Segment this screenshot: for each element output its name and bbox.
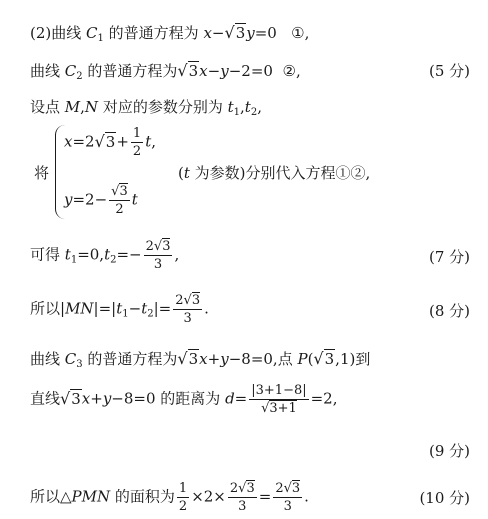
text: ,: [151, 132, 157, 151]
text: ,: [304, 24, 310, 42]
var-t: t: [131, 190, 138, 209]
subscript: 1: [233, 107, 240, 118]
subscript: 3: [76, 359, 83, 370]
text: −2=0: [228, 62, 273, 80]
sqrt: √3: [313, 349, 335, 368]
text: 所以△: [30, 487, 72, 506]
var-y: y: [102, 389, 112, 408]
text: 直线: [30, 389, 61, 408]
sqrt: √3: [94, 131, 116, 151]
var-mn: MN: [65, 299, 94, 318]
fraction: $\frac{√3}{2}$: [111, 184, 128, 217]
equation-tag: ①: [291, 24, 305, 42]
subscript: 2: [76, 71, 83, 82]
var-t: t: [183, 164, 190, 182]
var-t: t: [227, 98, 234, 116]
subscript: 1: [70, 254, 78, 266]
text: +: [90, 389, 103, 408]
var-x: x: [81, 389, 91, 408]
text: ,: [295, 62, 301, 80]
text: 的普通方程为: [82, 350, 178, 368]
equation-tag: ②: [282, 62, 296, 80]
fraction: $\frac{|3+1-8|}{√3+1}$: [251, 383, 307, 416]
text: .: [304, 487, 309, 506]
points-8: (8 分): [428, 302, 470, 320]
text: 可得: [30, 245, 65, 264]
subscript: 1: [122, 308, 129, 320]
fraction: $\frac{2√3}{3}$: [275, 481, 301, 514]
line-area: [30, 480, 470, 515]
fraction: $\frac{2√3}{3}$: [145, 239, 171, 272]
system-row-1: [64, 125, 470, 160]
text: =0,: [77, 245, 105, 264]
text: =−: [116, 245, 142, 264]
system-row-2: [64, 183, 470, 218]
text: 的普通方程为: [103, 24, 204, 42]
var-x: x: [199, 350, 208, 368]
line-t-values: [30, 238, 470, 273]
param-note: [178, 162, 470, 183]
text: 曲线: [30, 350, 65, 368]
points-7: (7 分): [428, 248, 470, 266]
var-x: x: [199, 62, 208, 80]
sqrt: √3: [177, 349, 199, 368]
line-mn-length: [30, 292, 470, 327]
text: =0: [254, 24, 277, 42]
var-p: P: [297, 350, 308, 368]
text: 为参数)分别代入方程①②,: [189, 164, 371, 182]
text: 所以|: [30, 299, 66, 318]
label-jiang: 将: [34, 164, 50, 182]
text: ,: [174, 245, 180, 264]
var-t: t: [141, 299, 148, 318]
text: (2)曲线: [30, 24, 87, 42]
var-x: x: [64, 132, 73, 151]
var-n: N: [84, 98, 99, 116]
var-t: t: [244, 98, 251, 116]
text: ,: [240, 98, 245, 116]
text: +: [116, 132, 129, 151]
fraction: $\frac{1}{2}$: [178, 481, 188, 514]
subscript: 2: [110, 254, 117, 266]
fraction: $\frac{1}{2}$: [132, 126, 142, 159]
text: 曲线: [30, 62, 65, 80]
line-params: [30, 96, 470, 118]
text: =: [258, 487, 272, 506]
sqrt: √3: [60, 388, 81, 408]
text: =2−: [72, 190, 108, 209]
fraction: $\frac{2√3}{3}$: [229, 481, 255, 514]
text: ,: [80, 98, 85, 116]
text: =2: [72, 132, 95, 151]
text: 对应的参数分别为: [98, 98, 228, 116]
subscript: 2: [147, 308, 154, 320]
points-10: (10 分): [419, 489, 470, 507]
text: =: [234, 389, 248, 408]
text: |=|: [93, 299, 117, 318]
text: −8=0 的距离为: [111, 389, 226, 408]
var-x: x: [203, 24, 212, 42]
text: |=: [153, 299, 172, 318]
text: .: [204, 299, 209, 318]
var-c: C: [64, 350, 77, 368]
points-5: (5 分): [428, 62, 470, 80]
points-9: (9 分): [428, 442, 470, 460]
var-d: d: [225, 389, 235, 408]
line-curve-c3: [30, 348, 470, 370]
sqrt: √3: [224, 23, 246, 42]
subscript: 1: [97, 33, 104, 44]
var-m: M: [64, 98, 81, 116]
line-distance: [30, 382, 470, 417]
var-y: y: [64, 190, 73, 209]
text: 的面积为: [110, 487, 175, 506]
text: 设点: [30, 98, 65, 116]
var-y: y: [220, 62, 229, 80]
text: +: [207, 350, 221, 368]
var-y: y: [220, 350, 229, 368]
text: (: [307, 350, 314, 368]
text: ,1)到: [335, 350, 371, 368]
sqrt: √3: [177, 61, 199, 80]
var-t: t: [64, 245, 71, 264]
text: ,: [257, 98, 262, 116]
var-t: t: [104, 245, 111, 264]
var-y: y: [246, 24, 255, 42]
var-c: C: [86, 24, 98, 42]
text: −8=0,点: [228, 350, 298, 368]
text: −: [207, 62, 221, 80]
text: =2,: [310, 389, 338, 408]
text: 的普通方程为: [82, 62, 178, 80]
var-pmn: PMN: [71, 487, 111, 506]
line-curve-c1: [30, 22, 470, 44]
text: (: [178, 164, 184, 182]
text: ×2×: [191, 487, 226, 506]
line-curve-c2: [30, 60, 470, 82]
text: −: [128, 299, 142, 318]
var-t: t: [145, 132, 152, 151]
var-t: t: [116, 299, 123, 318]
text: −: [211, 24, 225, 42]
var-c: C: [64, 62, 77, 80]
subscript: 2: [250, 107, 258, 118]
fraction: $\frac{2√3}{3}$: [175, 293, 201, 326]
